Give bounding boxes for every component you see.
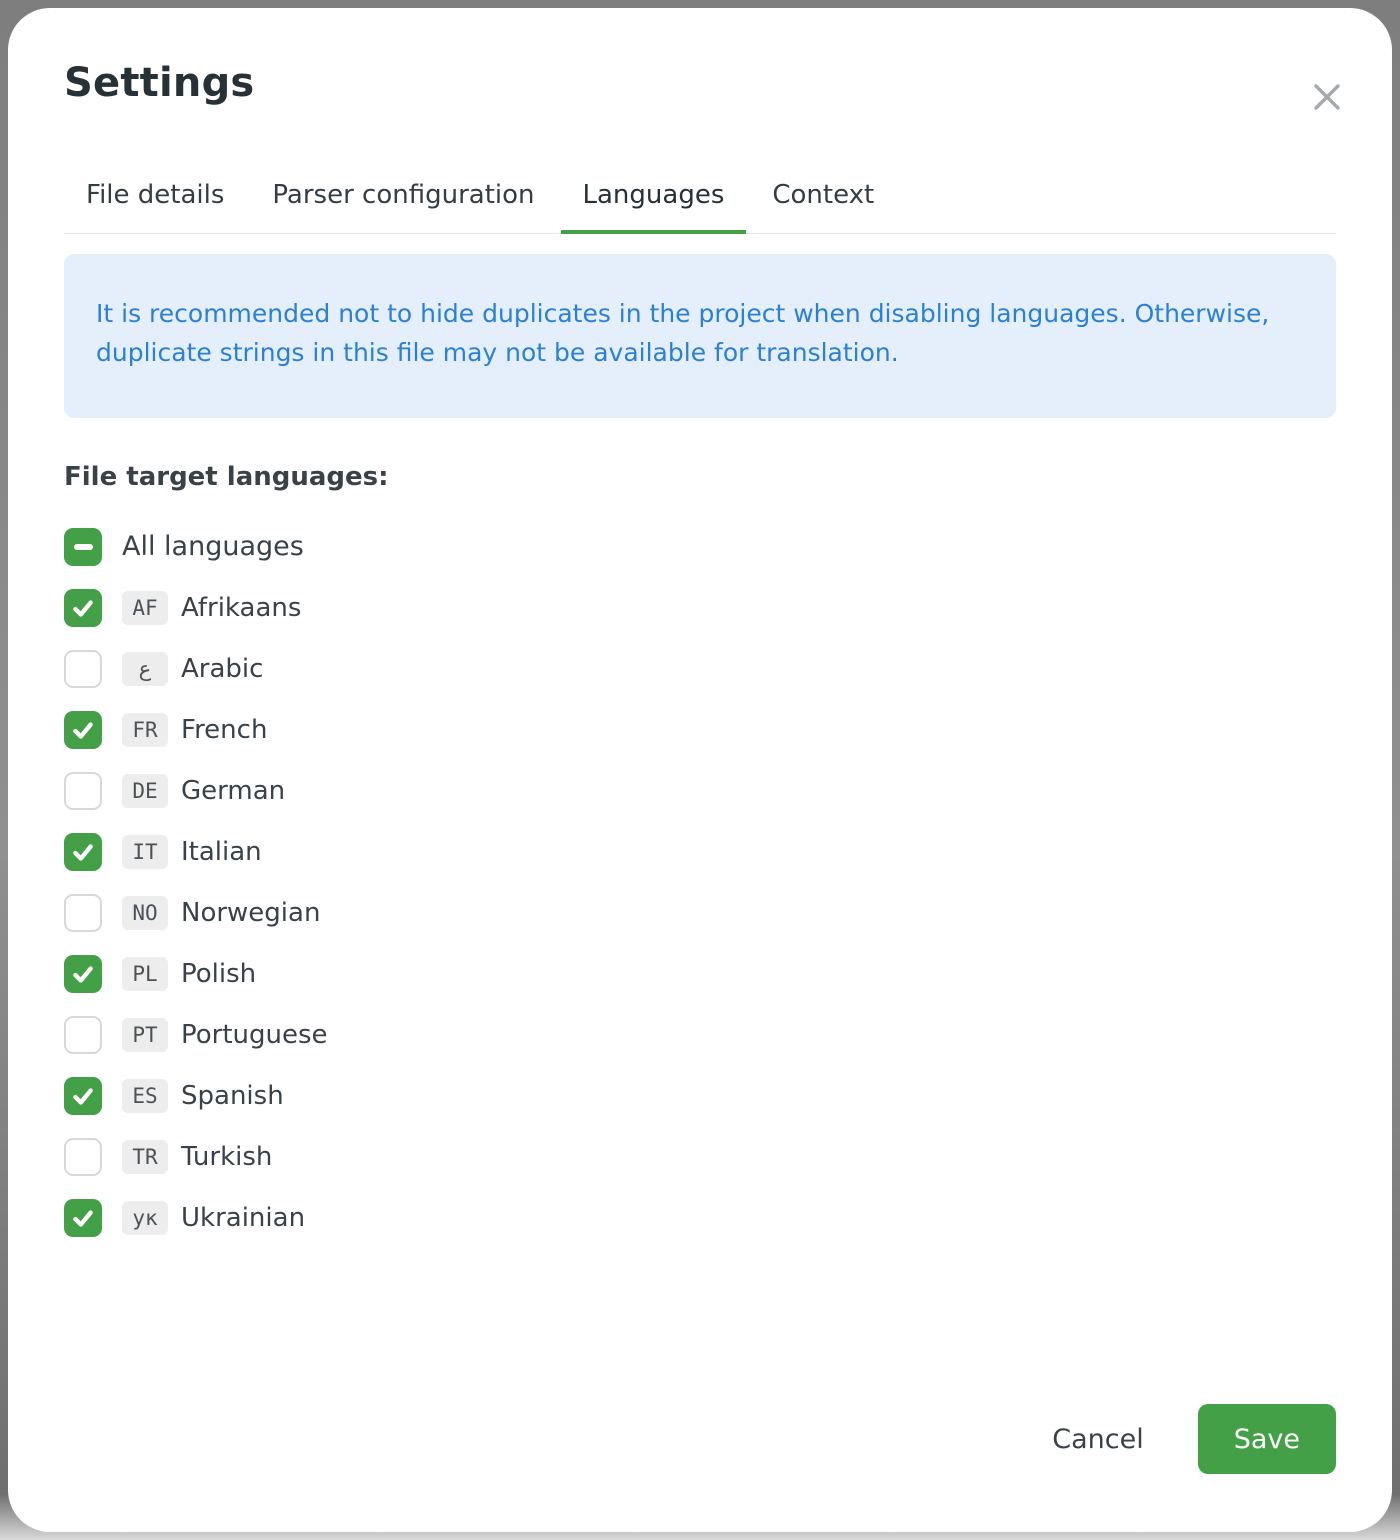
language-name: Norwegian: [181, 897, 321, 928]
language-name: Portuguese: [181, 1019, 328, 1050]
language-row-ukrainian[interactable]: [64, 1187, 1336, 1248]
language-checkbox[interactable]: [64, 1199, 102, 1237]
language-row-italian[interactable]: [64, 821, 1336, 882]
language-name: German: [181, 775, 286, 806]
language-name: Turkish: [181, 1141, 273, 1172]
language-row-french[interactable]: [64, 699, 1336, 760]
language-checkbox[interactable]: [64, 833, 102, 871]
file-target-languages-label: File target languages:: [64, 462, 389, 492]
dialog-title: Settings: [64, 60, 255, 106]
language-row-arabic[interactable]: [64, 638, 1336, 699]
language-checkbox[interactable]: [64, 1016, 102, 1054]
tab-languages[interactable]: [561, 180, 747, 234]
language-row-all-languages[interactable]: [64, 516, 1336, 577]
language-name: Italian: [181, 836, 262, 867]
info-banner-line2: duplicate strings in this file may not be available for translation.: [96, 338, 899, 367]
language-checkbox[interactable]: [64, 528, 102, 566]
language-list: [64, 516, 1336, 1248]
settings-dialog: [8, 8, 1392, 1532]
dialog-header: [64, 60, 1336, 120]
language-row-turkish[interactable]: [64, 1126, 1336, 1187]
language-row-portuguese[interactable]: [64, 1004, 1336, 1065]
language-name: Ukrainian: [181, 1202, 306, 1233]
language-code-badge: AF: [122, 591, 168, 625]
language-code-badge: ES: [122, 1079, 168, 1113]
language-row-afrikaans[interactable]: [64, 577, 1336, 638]
language-name: Polish: [181, 958, 257, 989]
info-banner: [64, 254, 1336, 418]
language-name: French: [181, 714, 268, 745]
language-code-badge: TR: [122, 1140, 168, 1174]
language-checkbox[interactable]: [64, 955, 102, 993]
language-checkbox[interactable]: [64, 711, 102, 749]
cancel-button[interactable]: Cancel: [1052, 1423, 1144, 1455]
language-name: Arabic: [181, 653, 264, 684]
language-row-spanish[interactable]: [64, 1065, 1336, 1126]
language-row-norwegian[interactable]: [64, 882, 1336, 943]
tab-parser-configuration[interactable]: [250, 180, 556, 234]
checkmark-icon: [70, 717, 96, 743]
language-code-badge: DE: [122, 774, 168, 808]
tab-label: Languages: [582, 180, 725, 210]
language-name: All languages: [122, 531, 304, 562]
language-name: Afrikaans: [181, 592, 302, 623]
dialog-footer: [64, 1404, 1336, 1532]
language-code-badge: PL: [122, 957, 168, 991]
tab-context[interactable]: [750, 180, 896, 234]
language-checkbox[interactable]: [64, 589, 102, 627]
save-button[interactable]: Save: [1198, 1404, 1336, 1474]
checkmark-icon: [70, 961, 96, 987]
close-button[interactable]: [1304, 74, 1350, 120]
language-code-badge: ع: [122, 652, 168, 686]
language-checkbox[interactable]: [64, 1138, 102, 1176]
tab-file-details[interactable]: [64, 180, 246, 234]
language-checkbox[interactable]: [64, 772, 102, 810]
language-code-badge: IT: [122, 835, 168, 869]
tab-bar: [64, 180, 1336, 234]
language-checkbox[interactable]: [64, 650, 102, 688]
indeterminate-dash-icon: [74, 544, 93, 550]
language-row-german[interactable]: [64, 760, 1336, 821]
tab-label: Parser configuration: [272, 180, 535, 210]
language-checkbox[interactable]: [64, 1077, 102, 1115]
checkmark-icon: [70, 1205, 96, 1231]
info-banner-line1: It is recommended not to hide duplicates in the project when disabling languages. Otherwise,: [96, 299, 1270, 328]
language-code-badge: FR: [122, 713, 168, 747]
checkmark-icon: [70, 839, 96, 865]
language-name: Spanish: [181, 1080, 284, 1111]
tab-label: File details: [86, 180, 225, 210]
language-code-badge: PT: [122, 1018, 168, 1052]
checkmark-icon: [70, 595, 96, 621]
language-code-badge: ук: [122, 1201, 168, 1235]
tab-label: Context: [772, 180, 875, 210]
language-row-polish[interactable]: [64, 943, 1336, 1004]
close-icon: [1310, 80, 1344, 114]
language-checkbox[interactable]: [64, 894, 102, 932]
language-code-badge: NO: [122, 896, 168, 930]
checkmark-icon: [70, 1083, 96, 1109]
